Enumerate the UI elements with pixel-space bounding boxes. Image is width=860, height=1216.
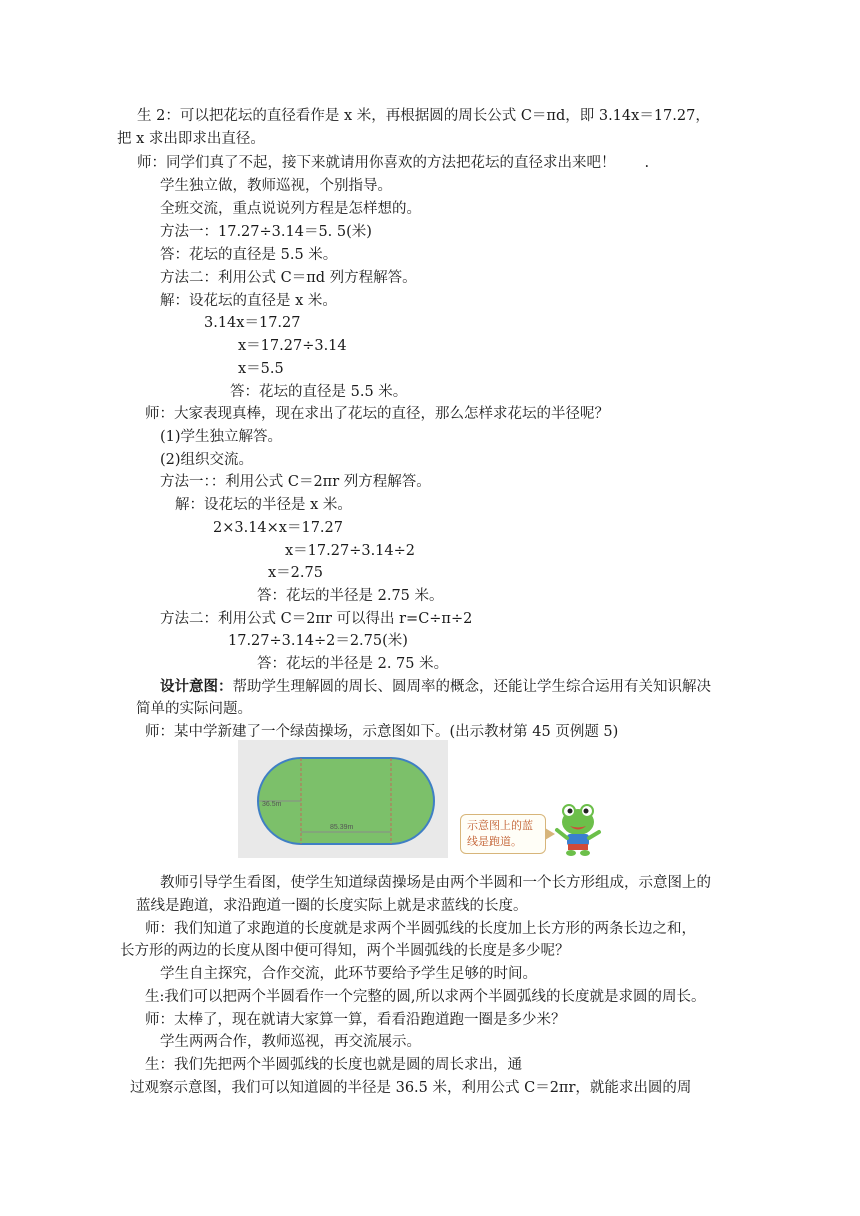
text-line: 全班交流，重点说说列方程是怎样想的。: [160, 201, 421, 217]
callout-text: 示意图上的蓝线是跑道。: [467, 819, 533, 848]
text-line: (1)学生独立解答。: [160, 429, 283, 445]
text-line: 师：我们知道了求跑道的长度就是求两个半圆弧线的长度加上长方形的两条长边之和，: [145, 921, 696, 937]
frog-mascot-icon: [552, 800, 604, 858]
text-line: 答：花坛的直径是 5.5 米。: [160, 247, 338, 263]
text-line: 学生独立做，教师巡视，个别指导。: [160, 178, 392, 194]
equation-line: x＝17.27÷3.14÷2: [285, 543, 415, 559]
design-intent-text: 帮助学生理解圆的周长、圆周率的概念，还能让学生综合运用有关知识解决: [232, 679, 711, 695]
equation-line: x＝17.27÷3.14: [238, 338, 347, 354]
design-intent-heading: 设计意图：: [160, 678, 233, 695]
text-line: 蓝线是跑道，求沿跑道一圈的长度实际上就是求蓝线的长度。: [136, 898, 528, 914]
radius-label: 36.5m: [262, 801, 282, 808]
text-line: 把 x 求出即求出直径。: [117, 131, 265, 147]
text-line: 学生自主探究，合作交流，此环节要给予学生足够的时间。: [160, 966, 537, 982]
text-line: 方法二：利用公式 C＝πd 列方程解答。: [160, 270, 417, 286]
text-line: 方法二：利用公式 C＝2πr 可以得出 r=C÷π÷2: [160, 611, 473, 627]
track-diagram: [238, 740, 448, 858]
equation-line: x＝2.75: [268, 565, 323, 581]
text-line: 生:我们可以把两个半圆看作一个完整的圆,所以求两个半圆弧线的长度就是求圆的周长。: [145, 989, 706, 1005]
text-line: 生：我们先把两个半圆弧线的长度也就是圆的周长求出，通: [145, 1057, 522, 1073]
callout-bubble: [460, 814, 546, 854]
text-line: 生 2：可以把花坛的直径看作是 x 米，再根据圆的周长公式 C＝πd，即 3.14x＝17.27，: [137, 108, 710, 124]
text-line: 过观察示意图，我们可以知道圆的半径是 36.5 米，利用公式 C＝2πr，就能求出圆的周: [130, 1080, 692, 1096]
text-line: 学生两两合作，教师巡视，再交流展示。: [160, 1034, 421, 1050]
text-line: 方法一：17.27÷3.14＝5. 5(米): [160, 224, 372, 240]
text-line: 方法一：：利用公式 C＝2πr 列方程解答。: [160, 474, 431, 490]
text-line: 长方形的两边的长度从图中便可得知，两个半圆弧线的长度是多少呢？: [120, 943, 570, 959]
text-line: 解：设花坛的半径是 x 米。: [175, 497, 352, 513]
text-line: 师：大家表现真棒，现在求出了花坛的直径，那么怎样求花坛的半径呢？: [145, 406, 609, 422]
equation-line: x＝5.5: [238, 361, 284, 377]
text-line: 师：某中学新建了一个绿茵操场，示意图如下。(出示教材第 45 页例题 5): [145, 724, 619, 740]
text-line: 答：花坛的半径是 2. 75 米。: [257, 656, 449, 672]
text-line: 简单的实际问题。: [136, 701, 252, 717]
text-line: 师：同学们真了不起，接下来就请用你喜欢的方法把花坛的直径求出来吧！ .: [137, 155, 650, 171]
text-line: 教师引导学生看图，使学生知道绿茵操场是由两个半圆和一个长方形组成，示意图上的: [160, 875, 711, 891]
design-intent-line: [160, 677, 711, 697]
length-label: 85.39m: [330, 824, 354, 831]
equation-line: 17.27÷3.14÷2＝2.75(米): [228, 633, 408, 649]
track-figure: [238, 740, 622, 858]
equation-line: 2×3.14×x＝17.27: [213, 520, 343, 536]
equation-line: 3.14x＝17.27: [204, 315, 301, 331]
text-line: 解：设花坛的直径是 x 米。: [160, 293, 337, 309]
text-line: 师：太棒了，现在就请大家算一算，看看沿跑道跑一圈是多少米？: [145, 1012, 566, 1028]
text-line: (2)组织交流。: [160, 452, 254, 468]
text-line: 答：花坛的直径是 5.5 米。: [230, 384, 408, 400]
text-line: 答：花坛的半径是 2.75 米。: [257, 588, 444, 604]
